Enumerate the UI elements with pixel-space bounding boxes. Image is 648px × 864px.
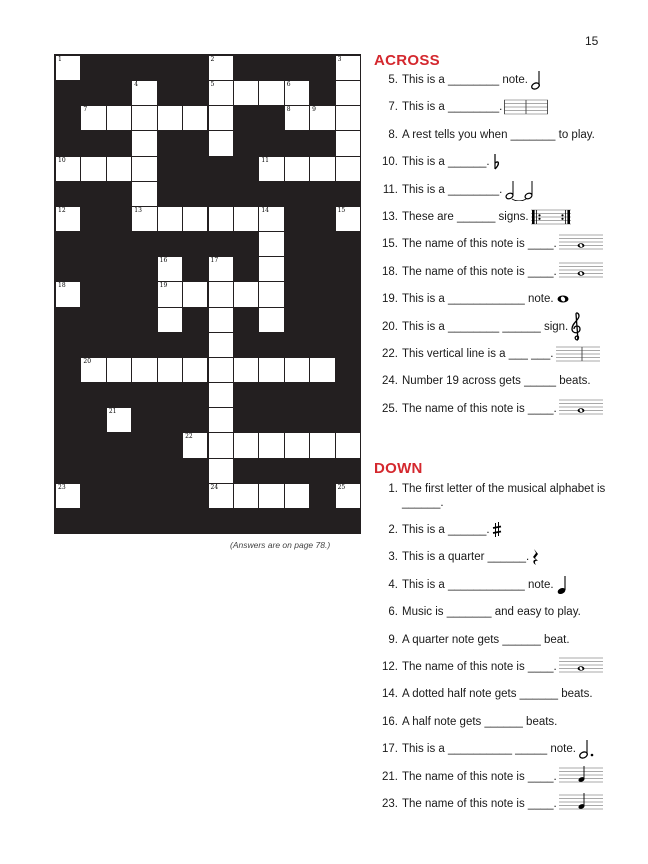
clue-item [374, 715, 614, 729]
clue-text: A rest tells you when _______ to play. [402, 128, 595, 141]
crossword-cell[interactable] [106, 357, 132, 383]
crossword-cell[interactable] [284, 483, 310, 509]
clue-number: 22. [382, 348, 398, 360]
crossword-cell[interactable] [258, 281, 284, 307]
dotted-half-note-icon [578, 738, 596, 760]
clue-item [374, 347, 614, 361]
crossword-cell[interactable] [131, 105, 157, 131]
crossword-cell[interactable] [182, 357, 208, 383]
crossword-cell[interactable] [258, 357, 284, 383]
clue-text: This vertical line is a ___ ___. [402, 348, 554, 360]
clue-number: 15. [382, 238, 398, 251]
crossword-cell[interactable] [157, 357, 183, 383]
crossword-cell[interactable] [208, 130, 234, 156]
page-number: 15 [585, 34, 599, 48]
clue-number: 20. [382, 320, 398, 333]
clue-item [374, 128, 614, 142]
clue-number: 23. [382, 798, 398, 810]
crossword-cell[interactable] [55, 55, 81, 81]
answers-caption: (Answers are on page 78.) [230, 540, 331, 550]
crossword-cell[interactable] [208, 55, 234, 81]
clue-number: 6. [388, 606, 398, 619]
cell-number: 14 [261, 206, 269, 214]
staff-note-icon [559, 656, 603, 678]
staff-quarter-note-icon [559, 793, 603, 815]
clue-text: Number 19 across gets _____ beats. [402, 375, 591, 388]
crossword-cell[interactable] [335, 156, 361, 182]
crossword-cell[interactable] [208, 256, 234, 282]
crossword-cell[interactable] [258, 206, 284, 232]
cell-number: 13 [134, 206, 142, 214]
crossword-cell[interactable] [157, 105, 183, 131]
clue-number: 4. [388, 578, 398, 591]
crossword-cell[interactable] [182, 281, 208, 307]
clue-text: This is a ______. [402, 524, 490, 536]
crossword-cell[interactable] [284, 357, 310, 383]
clue-item [374, 742, 614, 756]
clue-item [374, 482, 614, 510]
cell-number: 6 [286, 81, 291, 89]
cell-number: 22 [185, 433, 193, 441]
crossword-cell[interactable] [335, 105, 361, 131]
clue-item [374, 155, 614, 169]
crossword-cell[interactable] [157, 206, 183, 232]
clue-item [374, 402, 614, 416]
clue-text: Music is _______ and easy to play. [402, 606, 581, 619]
crossword-cell[interactable] [208, 80, 234, 106]
crossword-cell[interactable] [131, 206, 157, 232]
cell-number: 15 [337, 206, 346, 214]
crossword-cell[interactable] [208, 357, 234, 383]
clue-number: 16. [382, 715, 398, 728]
crossword-cell[interactable] [335, 483, 361, 509]
clue-number: 19. [382, 293, 398, 306]
cell-number: 19 [159, 282, 168, 290]
cell-number: 16 [159, 257, 168, 265]
cell-number: 11 [261, 156, 269, 164]
clue-number: 13. [382, 211, 398, 223]
whole-note-icon [556, 293, 570, 305]
across-heading: ACROSS [374, 52, 440, 69]
crossword-cell[interactable] [335, 130, 361, 156]
crossword-cell[interactable] [131, 156, 157, 182]
clue-text: The first letter of the musical alphabet is ______. [402, 483, 606, 509]
staff-note-icon [559, 261, 603, 283]
staff-quarter-note-icon [559, 766, 603, 788]
crossword-cell[interactable] [208, 382, 234, 408]
crossword-cell[interactable] [258, 432, 284, 458]
clue-text: A quarter note gets ______ beat. [402, 633, 570, 646]
cell-number: 25 [337, 483, 346, 491]
crossword-cell[interactable] [106, 156, 132, 182]
clue-number: 12. [382, 661, 398, 673]
cell-number: 7 [83, 106, 88, 114]
crossword-cell[interactable] [233, 357, 259, 383]
crossword-cell[interactable] [233, 206, 259, 232]
clue-number: 21. [382, 770, 398, 783]
clue-item [374, 73, 614, 87]
treble-clef-icon [570, 312, 584, 342]
clue-number: 18. [382, 265, 398, 278]
clue-text: This is a ________ note. [402, 74, 528, 86]
clue-text: A half note gets ______ beats. [402, 715, 558, 728]
flat-icon [492, 153, 502, 171]
clue-number: 1. [388, 483, 398, 495]
clue-text: This is a ________. [402, 101, 503, 114]
clue-item [374, 633, 614, 647]
crossword-cell[interactable] [208, 458, 234, 484]
crossword-cell[interactable] [157, 281, 183, 307]
clue-item [374, 687, 614, 701]
clue-text: The name of this note is ____. [402, 798, 557, 810]
crossword-cell[interactable] [131, 181, 157, 207]
cell-number: 2 [210, 56, 215, 63]
crossword-cell[interactable] [55, 156, 81, 182]
clue-item [374, 237, 614, 251]
crossword-cell[interactable] [131, 357, 157, 383]
clue-text: These are ______ signs. [402, 211, 529, 223]
cell-number: 8 [286, 106, 291, 114]
clue-text: This is a ________. [402, 183, 503, 196]
cell-number: 17 [210, 257, 219, 265]
clue-number: 25. [382, 402, 398, 415]
clue-text: This is a ________ ______ sign. [402, 320, 569, 333]
clue-text: This is a __________ _____ note. [402, 743, 576, 756]
clue-text: The name of this note is ____. [402, 402, 557, 415]
crossword-cell[interactable] [55, 281, 81, 307]
clue-item [374, 797, 614, 811]
clue-number: 5. [388, 74, 398, 86]
crossword-cell[interactable] [233, 483, 259, 509]
crossword-cell[interactable] [208, 483, 234, 509]
crossword-cell[interactable] [233, 432, 259, 458]
crossword-cell[interactable] [182, 206, 208, 232]
cell-number: 20 [83, 357, 92, 365]
clue-item [374, 660, 614, 674]
crossword-cell[interactable] [106, 407, 132, 433]
clue-number: 9. [388, 633, 398, 646]
crossword-cell[interactable] [208, 105, 234, 131]
cell-number: 3 [337, 56, 342, 63]
cell-number: 10 [58, 156, 66, 164]
crossword-cell[interactable] [80, 357, 106, 383]
crossword-cell[interactable] [335, 80, 361, 106]
clue-item [374, 770, 614, 784]
tie-icon [504, 179, 536, 201]
staff-note-icon [559, 233, 603, 255]
cell-number: 5 [210, 81, 215, 89]
crossword-cell[interactable] [182, 432, 208, 458]
crossword-cell[interactable] [208, 206, 234, 232]
crossword-cell[interactable] [335, 206, 361, 232]
quarter-note-icon [556, 574, 570, 596]
clue-item [374, 292, 614, 306]
half-note-icon [530, 69, 544, 91]
crossword-cell[interactable] [131, 80, 157, 106]
crossword-cell[interactable] [309, 105, 335, 131]
crossword-cell[interactable] [208, 281, 234, 307]
measure-icon [504, 98, 548, 116]
clue-number: 11. [382, 183, 398, 196]
cell-number: 21 [108, 408, 117, 416]
crossword-cell[interactable] [208, 407, 234, 433]
clue-item [374, 100, 614, 114]
clue-text: This is a quarter ______. [402, 551, 530, 564]
crossword-cell[interactable] [208, 307, 234, 333]
cell-number: 12 [58, 206, 66, 214]
crossword-cell[interactable] [309, 156, 335, 182]
clue-text: This is a ______. [402, 156, 490, 169]
clue-item [374, 523, 614, 537]
clue-item [374, 183, 614, 197]
crossword-cell[interactable] [55, 483, 81, 509]
crossword-cell[interactable] [258, 256, 284, 282]
staff-note-icon [559, 398, 603, 420]
clue-item [374, 320, 614, 334]
crossword-cell[interactable] [157, 256, 183, 282]
down-heading: DOWN [374, 460, 423, 477]
clue-text: A dotted half note gets ______ beats. [402, 688, 593, 701]
clue-item [374, 265, 614, 279]
crossword-cell[interactable] [182, 105, 208, 131]
crossword-cell[interactable] [157, 307, 183, 333]
quarter-rest-icon [531, 548, 541, 566]
clue-item [374, 374, 614, 388]
crossword-cell[interactable] [309, 432, 335, 458]
cell-number: 4 [134, 81, 139, 89]
cell-number: 23 [58, 483, 66, 491]
crossword-cell[interactable] [258, 231, 284, 257]
clue-text: The name of this note is ____. [402, 238, 557, 251]
clue-item [374, 210, 614, 224]
clue-number: 7. [388, 101, 398, 114]
crossword-cell[interactable] [80, 156, 106, 182]
crossword-cell[interactable] [258, 80, 284, 106]
clue-text: This is a ____________ note. [402, 578, 554, 591]
crossword-cell[interactable] [284, 432, 310, 458]
clue-text: The name of this note is ____. [402, 265, 557, 278]
clue-text: The name of this note is ____. [402, 770, 557, 783]
clue-number: 14. [382, 688, 398, 701]
crossword-cell[interactable] [258, 307, 284, 333]
crossword-cell[interactable] [258, 483, 284, 509]
clue-item [374, 605, 614, 619]
crossword-cell[interactable] [208, 332, 234, 358]
clue-number: 17. [382, 743, 398, 756]
sharp-icon [492, 521, 502, 539]
crossword-cell[interactable] [106, 105, 132, 131]
crossword-cell[interactable] [284, 156, 310, 182]
clue-item [374, 578, 614, 592]
crossword-cell[interactable] [335, 432, 361, 458]
crossword-cell[interactable] [284, 105, 310, 131]
crossword-cell[interactable] [309, 357, 335, 383]
cell-number: 1 [58, 56, 62, 63]
crossword-cell[interactable] [233, 281, 259, 307]
crossword-cell[interactable] [80, 105, 106, 131]
clue-number: 8. [388, 128, 398, 141]
crossword-cell[interactable] [233, 80, 259, 106]
cell-number: 24 [210, 483, 219, 491]
crossword-grid [54, 54, 361, 534]
crossword-cell[interactable] [258, 156, 284, 182]
crossword-cell[interactable] [55, 206, 81, 232]
clue-text: The name of this note is ____. [402, 661, 557, 673]
clue-text: This is a ____________ note. [402, 293, 554, 306]
crossword-cell[interactable] [131, 130, 157, 156]
clue-number: 3. [388, 551, 398, 564]
repeat-sign-icon [531, 208, 571, 226]
cell-number: 18 [58, 282, 66, 290]
crossword-cell[interactable] [284, 80, 310, 106]
clue-item [374, 550, 614, 564]
clue-number: 2. [388, 524, 398, 536]
clue-number: 24. [382, 375, 398, 388]
crossword-cell[interactable] [335, 55, 361, 81]
bar-line-icon [556, 345, 600, 363]
clue-number: 10. [382, 156, 398, 169]
cell-number: 9 [312, 106, 316, 114]
crossword-cell[interactable] [208, 432, 234, 458]
